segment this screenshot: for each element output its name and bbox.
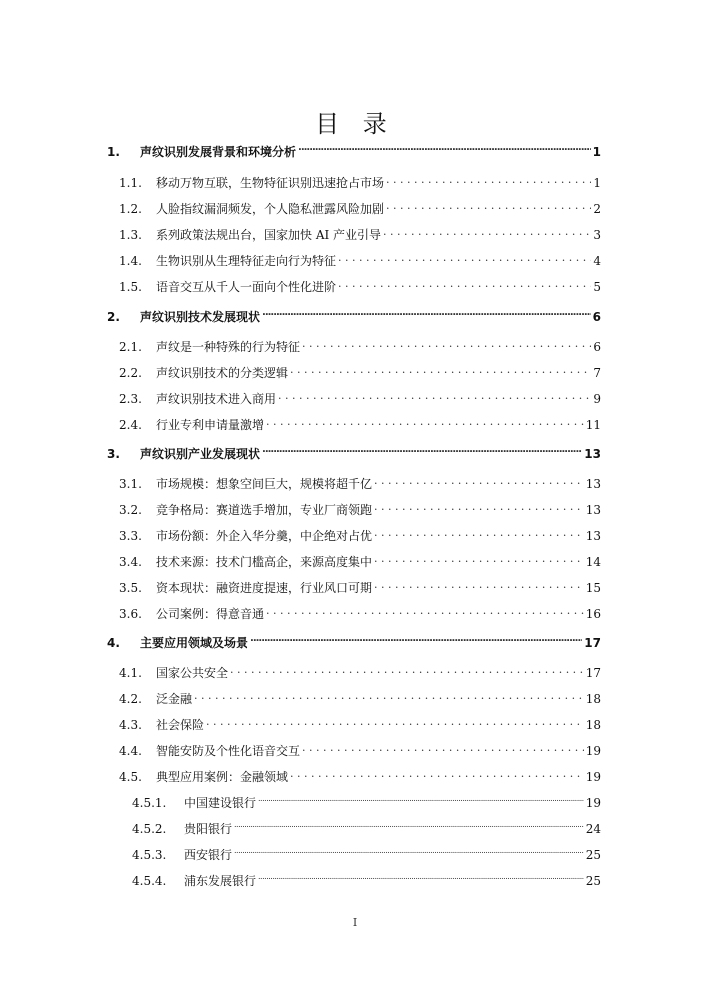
dot-leader — [298, 143, 591, 161]
toc-entry-4[interactable] — [107, 634, 601, 652]
toc-entry-page: 19 — [585, 744, 601, 758]
toc-entry-4-4[interactable] — [119, 742, 601, 760]
toc-entry-label: 竞争格局：赛道选手增加，专业厂商领跑 — [156, 503, 373, 517]
toc-entry-1-1[interactable] — [119, 174, 601, 192]
toc-entry-label: 国家公共安全 — [156, 666, 229, 680]
dot-leader — [338, 252, 591, 270]
dot-leader — [302, 338, 591, 356]
toc-entry-label: 市场规模：想象空间巨大，规模将超千亿 — [156, 477, 373, 491]
toc-entry-number: 3.6. — [119, 607, 142, 621]
toc-entry-4-3[interactable] — [119, 716, 601, 734]
toc-entry-page: 7 — [593, 366, 601, 380]
toc-entry-2-1[interactable] — [119, 338, 601, 356]
toc-entry-number: 4.5.1. — [132, 796, 167, 810]
toc-entry-number: 4.5.4. — [132, 874, 167, 888]
toc-entry-label: 声纹识别技术发展现状 — [140, 310, 261, 324]
toc-entry-label: 系列政策法规出台，国家加快 AI 产业引导 — [156, 228, 382, 242]
footer-page-number: I — [352, 916, 358, 929]
toc-entry-number: 1. — [107, 145, 120, 159]
toc-entry-4-1[interactable] — [119, 664, 601, 682]
toc-entry-number: 1.1. — [119, 176, 142, 190]
toc-entry-page: 18 — [585, 692, 601, 706]
toc-entry-number: 4.5.3. — [132, 848, 167, 862]
toc-entry-number: 4.4. — [119, 744, 142, 758]
toc-entry-page: 15 — [585, 581, 601, 595]
dot-leader — [383, 226, 591, 244]
toc-entry-label: 中国建设银行 — [184, 796, 257, 810]
toc-entry-number: 1.3. — [119, 228, 142, 242]
toc-entry-number: 3. — [107, 447, 120, 461]
toc-entry-page: 14 — [585, 555, 601, 569]
toc-entry-number: 3.5. — [119, 581, 142, 595]
toc-entry-page: 17 — [584, 636, 601, 650]
toc-entry-number: 2.1. — [119, 340, 142, 354]
toc-entry-label: 公司案例：得意音通 — [156, 607, 265, 621]
toc-entry-4-5-4[interactable] — [132, 872, 601, 890]
dot-leader — [374, 475, 584, 493]
toc-entry-label: 行业专利申请量激增 — [156, 418, 265, 432]
toc-entry-3-6[interactable] — [119, 605, 601, 623]
toc-entry-label: 贵阳银行 — [184, 822, 233, 836]
toc-entry-1-5[interactable] — [119, 278, 601, 296]
dot-leader — [278, 390, 591, 408]
toc-entry-number: 3.1. — [119, 477, 142, 491]
toc-entry-page: 1 — [593, 176, 601, 190]
toc-entry-label: 声纹识别技术进入商用 — [156, 392, 277, 406]
dot-leader — [374, 501, 584, 519]
toc-entry-label: 典型应用案例：金融领域 — [156, 770, 289, 784]
toc-entry-label: 声纹识别产业发展现状 — [140, 447, 261, 461]
toc-entry-4-5-1[interactable] — [132, 794, 601, 812]
dot-leader — [266, 605, 584, 623]
toc-entry-3[interactable] — [107, 445, 601, 463]
dot-leader — [258, 872, 584, 890]
toc-entry-label: 声纹识别发展背景和环境分析 — [140, 145, 297, 159]
toc-entry-number: 4. — [107, 636, 120, 650]
toc-entry-page: 9 — [593, 392, 601, 406]
toc-entry-page: 13 — [585, 529, 601, 543]
toc-entry-page: 6 — [593, 340, 601, 354]
dot-leader — [302, 742, 584, 760]
toc-entry-number: 4.5. — [119, 770, 142, 784]
dot-leader — [262, 308, 591, 326]
toc-entry-page: 16 — [585, 607, 601, 621]
toc-entry-label: 智能安防及个性化语音交互 — [156, 744, 301, 758]
dot-leader — [206, 716, 584, 734]
page-title: 目 录 — [315, 110, 395, 138]
toc-entry-page: 6 — [592, 310, 601, 324]
toc-entry-label: 语音交互从千人一面向个性化进阶 — [156, 280, 337, 294]
toc-entry-page: 5 — [593, 280, 601, 294]
toc-entry-number: 1.4. — [119, 254, 142, 268]
toc-entry-label: 社会保险 — [156, 718, 205, 732]
toc-entry-number: 2. — [107, 310, 120, 324]
toc-entry-number: 2.4. — [119, 418, 142, 432]
toc-entry-number: 2.2. — [119, 366, 142, 380]
toc-entry-2-3[interactable] — [119, 390, 601, 408]
toc-entry-number: 4.1. — [119, 666, 142, 680]
toc-entry-1-3[interactable] — [119, 226, 601, 244]
dot-leader — [386, 174, 591, 192]
toc-entry-page: 13 — [585, 477, 601, 491]
dot-leader — [338, 278, 591, 296]
toc-entry-page: 11 — [585, 418, 601, 432]
toc-entry-number: 4.3. — [119, 718, 142, 732]
toc-entry-4-2[interactable] — [119, 690, 601, 708]
toc-entry-3-1[interactable] — [119, 475, 601, 493]
dot-leader — [290, 364, 591, 382]
toc-entry-3-5[interactable] — [119, 579, 601, 597]
toc-entry-page: 25 — [585, 848, 601, 862]
toc-entry-1[interactable] — [107, 143, 601, 161]
toc-entry-label: 移动万物互联，生物特征识别迅速抢占市场 — [156, 176, 385, 190]
toc-entry-4-5-2[interactable] — [132, 820, 601, 838]
toc-entry-number: 4.2. — [119, 692, 142, 706]
toc-entry-page: 4 — [593, 254, 601, 268]
toc-entry-number: 3.2. — [119, 503, 142, 517]
toc-entry-label: 西安银行 — [184, 848, 233, 862]
toc-entry-page: 1 — [592, 145, 601, 159]
toc-entry-label: 资本现状：融资进度提速，行业风口可期 — [156, 581, 373, 595]
dot-leader — [262, 445, 582, 463]
dot-leader — [250, 634, 582, 652]
toc-entry-page: 25 — [585, 874, 601, 888]
toc-entry-label: 生物识别从生理特征走向行为特征 — [156, 254, 337, 268]
toc-entry-2-4[interactable] — [119, 416, 601, 434]
toc-entry-label: 声纹是一种特殊的行为特征 — [156, 340, 301, 354]
toc-entry-3-4[interactable] — [119, 553, 601, 571]
toc-entry-number: 1.2. — [119, 202, 142, 216]
toc-entry-label: 主要应用领域及场景 — [140, 636, 249, 650]
toc-entry-page: 13 — [585, 503, 601, 517]
toc-entry-label: 泛金融 — [156, 692, 193, 706]
toc-entry-number: 3.3. — [119, 529, 142, 543]
toc-entry-page: 19 — [585, 796, 601, 810]
toc-entry-label: 声纹识别技术的分类逻辑 — [156, 366, 289, 380]
toc-entry-page: 3 — [593, 228, 601, 242]
dot-leader — [266, 416, 584, 434]
toc-entry-page: 17 — [585, 666, 601, 680]
dot-leader — [258, 794, 584, 812]
toc-entry-page: 18 — [585, 718, 601, 732]
toc-entry-1-4[interactable] — [119, 252, 601, 270]
toc-entry-4-5[interactable] — [119, 768, 601, 786]
toc-entry-number: 3.4. — [119, 555, 142, 569]
toc-entry-4-5-3[interactable] — [132, 846, 601, 864]
toc-entry-3-3[interactable] — [119, 527, 601, 545]
dot-leader — [234, 820, 584, 838]
toc-entry-number: 4.5.2. — [132, 822, 167, 836]
dot-leader — [374, 527, 584, 545]
toc-entry-2-2[interactable] — [119, 364, 601, 382]
toc-entry-page: 24 — [585, 822, 601, 836]
toc-entry-page: 13 — [584, 447, 601, 461]
dot-leader — [374, 579, 584, 597]
dot-leader — [230, 664, 584, 682]
toc-entry-1-2[interactable] — [119, 200, 601, 218]
toc-entry-label: 技术来源：技术门槛高企，来源高度集中 — [156, 555, 373, 569]
dot-leader — [386, 200, 591, 218]
toc-entry-number: 2.3. — [119, 392, 142, 406]
toc-entry-number: 1.5. — [119, 280, 142, 294]
toc-entry-2[interactable] — [107, 308, 601, 326]
dot-leader — [374, 553, 584, 571]
toc-entry-label: 浦东发展银行 — [184, 874, 257, 888]
toc-entry-label: 市场份额：外企入华分羹，中企绝对占优 — [156, 529, 373, 543]
dot-leader — [290, 768, 584, 786]
toc-entry-page: 2 — [593, 202, 601, 216]
dot-leader — [194, 690, 584, 708]
toc-entry-3-2[interactable] — [119, 501, 601, 519]
dot-leader — [234, 846, 584, 864]
toc-entry-label: 人脸指纹漏洞频发，个人隐私泄露风险加剧 — [156, 202, 385, 216]
toc-entry-page: 19 — [585, 770, 601, 784]
